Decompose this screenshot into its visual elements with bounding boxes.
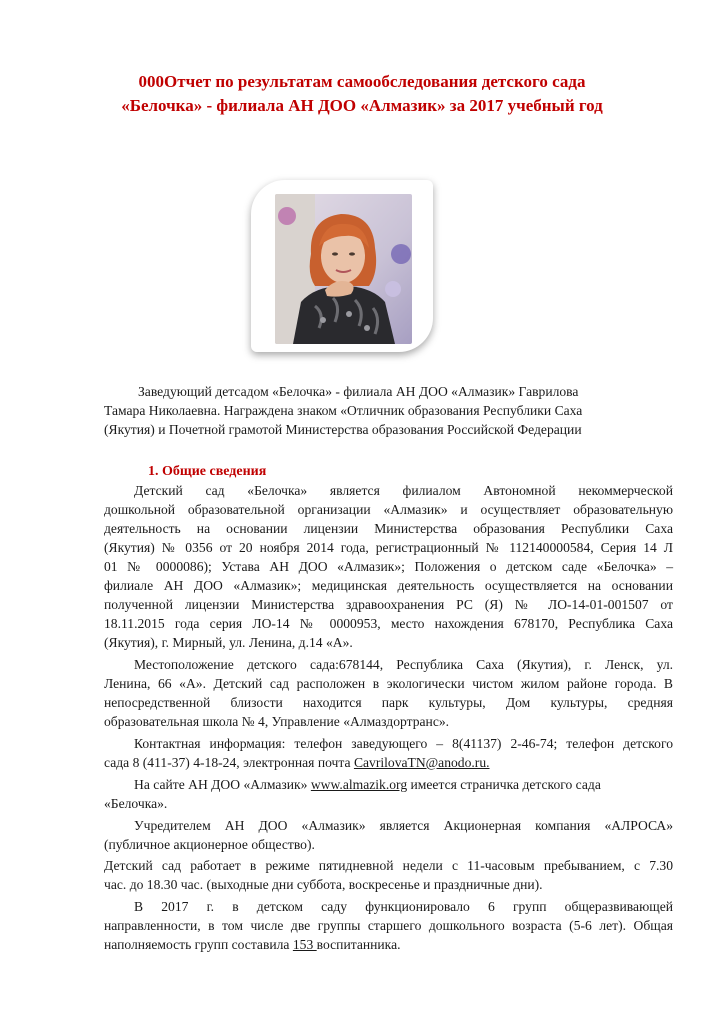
document-title-line-2: «Белочка» - филиала АН ДОО «Алмазик» за 2017 учебный год: [121, 96, 603, 115]
pupil-count: 153: [292, 937, 317, 952]
email-link[interactable]: CavrilovaTN@anodo.ru.: [353, 755, 490, 770]
director-photo: [275, 194, 412, 344]
p7-text-b: воспитанника.: [316, 937, 401, 952]
p1-line-2: дошкольной образовательной организации «Алмазик» и осуществляет образовательную: [104, 502, 673, 517]
photo-frame: [251, 180, 433, 352]
p1-line-5: 01 № 0000086); Устава АН ДОО «Алмазик»; Положения о детском саде «Белочка» –: [104, 559, 673, 574]
p4-text-a: На сайте АН ДОО «Алмазик»: [134, 777, 311, 792]
p3-line-1: Контактная информация: телефон заведующего – 8(41137) 2-46-74; телефон детского: [134, 736, 673, 751]
p4-text-b: имеется страничка детского сада: [407, 777, 601, 792]
p3-line-2: [104, 753, 673, 772]
p3-text: сада 8 (411-37) 4-18-24, электронная почта: [104, 755, 354, 770]
p2-line-3: непосредственной близости находится парк культуры, Дом культуры, средняя: [104, 695, 673, 710]
caption-line-3: (Якутия) и Почетной грамотой Министерства образования Российской Федерации: [104, 422, 582, 437]
p1-line-9: (Якутия), г. Мирный, ул. Ленина, д.14 «А».: [104, 635, 353, 650]
p1-line-1: Детский сад «Белочка» является филиалом Автономной некоммерческой: [134, 483, 673, 498]
section-heading: 1. Общие сведения: [148, 464, 267, 479]
p4-line-1: [104, 775, 673, 794]
p1-line-4: (Якутия) № 0356 от 20 ноября 2014 года, регистрационный № 112140000584, Серия 14 Л: [104, 540, 673, 555]
p1-line-3: деятельность на основании лицензии Министерства образования Республики Саха: [104, 521, 673, 536]
p7-line-1: В 2017 г. в детском саду функционировало 6 групп общеразвивающей: [134, 899, 673, 914]
p2-line-1: Местоположение детского сада:678144, Республика Саха (Якутия), г. Ленск, ул.: [134, 657, 673, 672]
p7-line-2: направленности, в том числе две группы старшего дошкольного возраста (5-6 лет). Общая: [104, 918, 673, 933]
p7-line-3: [104, 935, 673, 954]
p2-line-2: Ленина, 66 «А». Детский сад расположен в экологически чистом жилом районе города. В: [104, 676, 673, 691]
portrait-image: [275, 194, 412, 344]
p5-line-1: Учредителем АН ДОО «Алмазик» является Акционерная компания «АЛРОСА»: [134, 818, 673, 833]
website-link[interactable]: www.almazik.org: [310, 777, 408, 792]
p4-line-2: «Белочка».: [104, 796, 168, 811]
p5-line-2: (публичное акционерное общество).: [104, 837, 315, 852]
p7-text-a: наполняемость групп составила: [104, 937, 293, 952]
caption-line-2: Тамара Николаевна. Награждена знаком «Отличник образования Республики Саха: [104, 403, 583, 418]
p1-line-7: полученной лицензии Министерства здравоохранения РС (Я) № ЛО-14-01-001507 от: [104, 597, 673, 612]
p6-line-1: Детский сад работает в режиме пятидневной недели с 11-часовым пребыванием, с 7.30: [104, 858, 673, 873]
caption-text-1: Заведующий детсадом «Белочка» - филиала АН ДОО «Алмазик» Гаврилова: [138, 384, 579, 399]
p1-line-6: филиале АН ДОО «Алмазик»; медицинская деятельность осуществляется на основании: [104, 578, 673, 593]
p1-line-8: 18.11.2015 года серия ЛО-14 № 0000953, место нахождения 678170, Республика Саха: [104, 616, 673, 631]
caption-line-1: [104, 382, 664, 401]
document-title-line-1: 000Отчет по результатам самообследования детского сада: [138, 72, 586, 91]
p6-line-2: час. до 18.30 час. (выходные дни суббота, воскресенье и праздничные дни).: [104, 877, 543, 892]
p2-line-4: образовательная школа № 4, Управление «Алмаздортранс».: [104, 714, 450, 729]
